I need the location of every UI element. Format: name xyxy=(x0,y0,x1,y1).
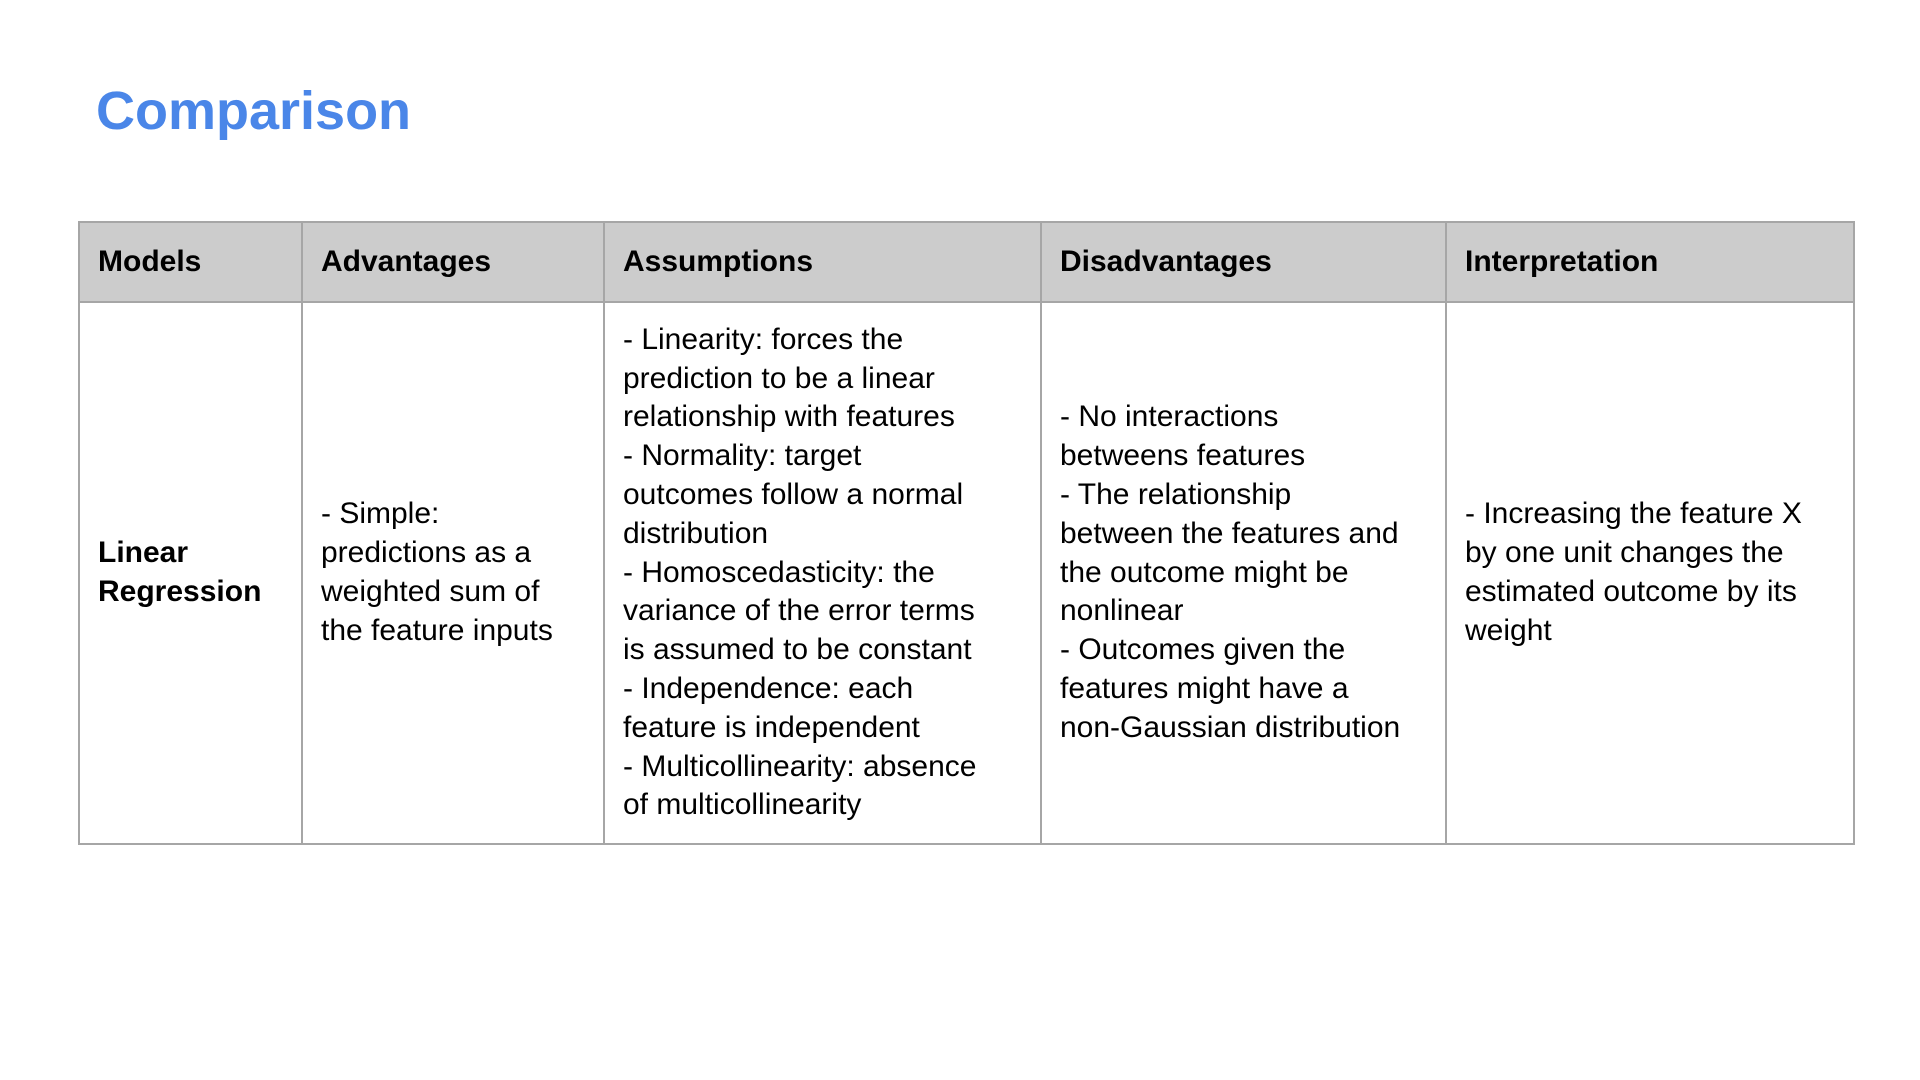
cell-line: weighted sum of xyxy=(321,575,540,608)
cell-line: feature is independent xyxy=(623,710,920,744)
cell-model xyxy=(79,302,302,844)
cell-line: - Normality: target xyxy=(623,439,862,473)
table-header-row xyxy=(79,222,1854,302)
cell-line: outcomes follow a normal xyxy=(623,478,964,511)
header-interpretation: Interpretation xyxy=(1446,222,1854,302)
header-assumptions: Assumptions xyxy=(604,222,1041,302)
cell-line: Linear xyxy=(98,536,189,570)
cell-line: relationship with features xyxy=(623,400,955,434)
cell-line: distribution xyxy=(623,516,769,550)
cell-line: of multicollinearity xyxy=(623,788,862,822)
cell-disadvantages xyxy=(1041,302,1446,844)
cell-line: - Independence: each xyxy=(623,671,914,705)
cell-line: prediction to be a linear xyxy=(623,361,935,395)
cell-assumptions xyxy=(604,302,1041,844)
cell-line: betweens features xyxy=(1060,439,1306,473)
cell-line: the outcome might be xyxy=(1060,555,1349,589)
cell-line: by one unit changes the xyxy=(1465,536,1784,570)
cell-line: is assumed to be constant xyxy=(623,633,972,667)
cell-line: features might have a xyxy=(1060,671,1349,705)
cell-interpretation xyxy=(1446,302,1854,844)
cell-line: - Homoscedasticity: the xyxy=(623,555,935,589)
cell-line: non-Gaussian distribution xyxy=(1060,710,1401,744)
cell-line: variance of the error terms xyxy=(623,594,975,628)
cell-line: - Simple: xyxy=(321,497,440,531)
cell-advantages xyxy=(302,302,604,844)
cell-line: predictions as a xyxy=(321,536,532,570)
cell-line: weight xyxy=(1465,613,1552,647)
cell-line: - Multicollinearity: absence xyxy=(623,749,977,783)
header-disadvantages: Disadvantages xyxy=(1041,222,1446,302)
table-row xyxy=(79,302,1854,844)
cell-line: nonlinear xyxy=(1060,594,1184,628)
cell-line: - Increasing the feature X xyxy=(1465,497,1802,531)
slide-title: Comparison xyxy=(96,81,412,141)
cell-line: Regression xyxy=(98,575,262,608)
cell-line: estimated outcome by its xyxy=(1465,575,1797,608)
cell-line: - The relationship xyxy=(1060,478,1292,511)
header-models: Models xyxy=(79,222,302,302)
cell-line: - No interactions xyxy=(1060,400,1279,434)
cell-line: - Outcomes given the xyxy=(1060,633,1346,667)
header-advantages: Advantages xyxy=(302,222,604,302)
comparison-table-container xyxy=(78,221,1855,845)
comparison-table xyxy=(78,221,1855,845)
cell-line: between the features and xyxy=(1060,516,1399,550)
cell-line: - Linearity: forces the xyxy=(623,322,904,356)
cell-line: the feature inputs xyxy=(321,613,553,647)
